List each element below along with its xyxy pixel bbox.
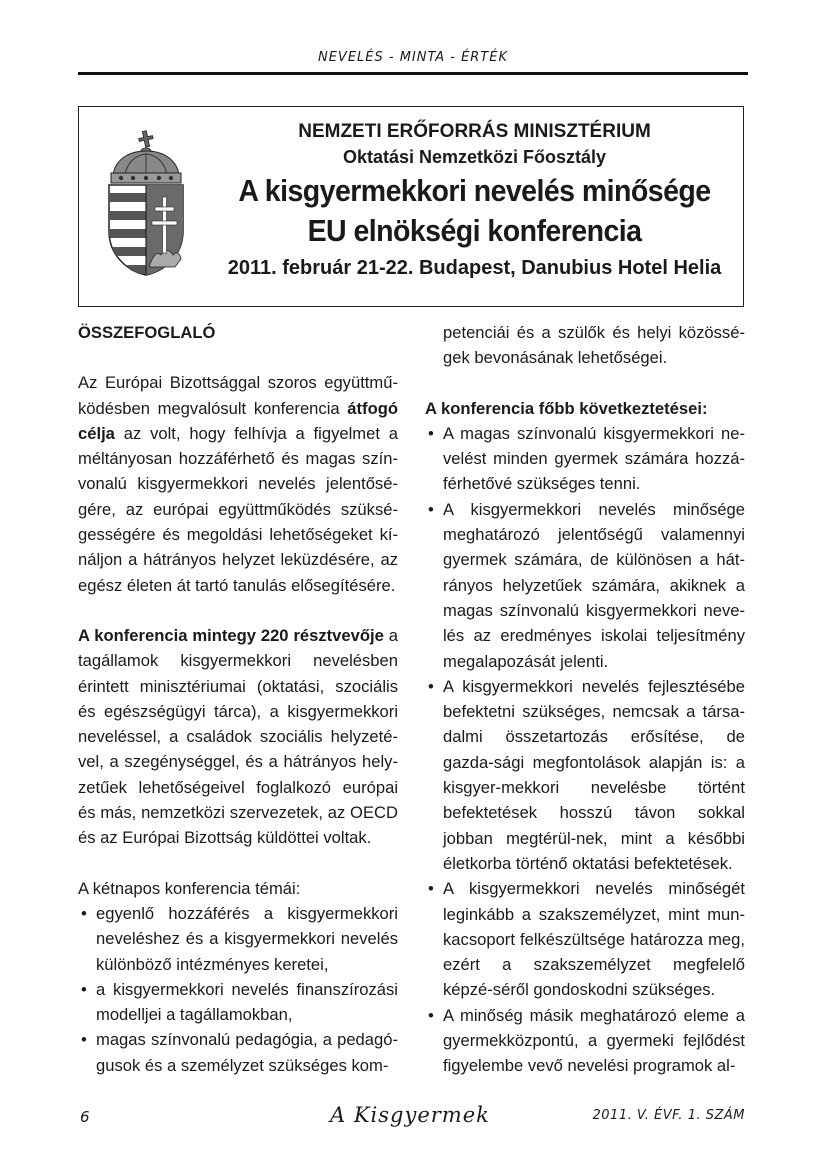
- conference-subtitle: EU elnökségi konferencia: [307, 213, 642, 248]
- summary-paragraph-2: A konferencia mintegy 220 résztvevője a tagállamok kisgyermekkori nevelésben érintett minisztériumai (oktatási, szociális és egészségügyi tárca), a kisgyermekkori neveléssel, a családok szociális helyzeté-vel, a szegénységgel, és a hátrányos hely-zetűek lehetőségeivel foglalkozó európai és más, nemzetközi szervezetek, az OECD és az Európai Bizottság küldöttei voltak.: [78, 625, 398, 848]
- conclusions-list: [425, 421, 745, 1079]
- conference-banner: [78, 106, 744, 307]
- conference-title: A kisgyermekkori nevelés minősége: [238, 173, 711, 208]
- header-rule: [78, 72, 748, 75]
- summary-heading: ÖSSZEFOGLALÓ: [78, 323, 216, 342]
- emphasis: A konferencia mintegy 220 résztvevője: [78, 625, 384, 645]
- list-item: • a kisgyermekkori nevelés finanszírozási modelljei a tagállamokban,: [78, 977, 398, 1028]
- list-item: • A kisgyermekkori nevelés minősége meghatározó jelentőségű valamennyi gyermek számára, de különösen a hát-rányos helyzetűek számára, akiknek a magas színvonalú kisgyermekkori neve-lés az eredményes iskolai teljesítmény megalapozását jelenti.: [425, 497, 745, 674]
- summary-paragraph-1: Az Európai Bizottsággal szoros együttmű-ködésben megvalósult konferencia átfogó célja az volt, hogy felhívja a figyelmet a méltányosan hozzáférhető és magas szín-vonalú kisgyermekkori nevelés jelentősé-gére, az európai együttműködés szüksé-gességére és megoldási lehetőségeket kí-náljon a hátrányos helyzet leküzdésére, az egész életen át tartó tanulás elősegítésére.: [78, 373, 398, 595]
- conclusions-heading: A konferencia főbb következtetései:: [425, 398, 708, 418]
- issue-info: 2011. V. ÉVF. 1. SZÁM: [592, 1108, 745, 1123]
- banner-text: [207, 117, 742, 283]
- right-column: [425, 320, 745, 1079]
- list-item: • egyenlő hozzáférés a kisgyermekkori neveléshez és a kisgyermekkori nevelés különböző intézményes keretei,: [78, 901, 398, 977]
- left-column: [78, 320, 398, 1078]
- topics-list: [78, 901, 398, 1078]
- conference-date-place: 2011. február 21-22. Budapest, Danubius Hotel Helia: [227, 257, 722, 279]
- running-head: NEVELÉS - MINTA - ÉRTÉK: [317, 50, 508, 65]
- list-item: • A minőség másik meghatározó eleme a gyermekközpontú, a gyermeki fejlődést figyelembe vevő nevelési programok al-: [425, 1003, 745, 1079]
- topics-intro: A kétnapos konferencia témái:: [78, 878, 301, 898]
- list-item: • magas színvonalú pedagógia, a pedagó-gusok és a személyzet szükséges kom-: [78, 1027, 398, 1078]
- list-item: • A kisgyermekkori nevelés fejlesztésébe befektetni szükséges, nemcsak a társa-dalmi összetartozás erősítése, de gazda-sági megfontolások alapján is: a kisgyer-mekkori nevelésbe történt befektetések hosszú távon sokkal jobban megtérül-nek, mint a későbbi életkorba történő oktatási befektetések.: [425, 674, 745, 876]
- page-number: 6: [80, 1108, 90, 1126]
- hungarian-coat-of-arms-icon: [105, 127, 187, 277]
- topic-continuation: petenciái és a szülők és helyi közössé-gek bevonásának lehetőségei.: [443, 323, 745, 368]
- emphasis: átfogó célja: [78, 398, 398, 443]
- department-name: Oktatási Nemzetközi Főosztály: [342, 147, 607, 167]
- list-item: • A kisgyermekkori nevelés minőségét leginkább a szakszemélyzet, mint mun-kacsoport felkészültsége határozza meg, ezért a szakszemélyzet megfelelő képzé-séről gondoskodni szükséges.: [425, 876, 745, 1002]
- ministry-name: NEMZETI ERŐFORRÁS MINISZTÉRIUM: [298, 121, 651, 142]
- magazine-title: A Kisgyermek: [330, 1103, 490, 1127]
- list-item: • A magas színvonalú kisgyermekkori ne-velést minden gyermek számára hozzá-férhetővé szükséges tenni.: [425, 421, 745, 497]
